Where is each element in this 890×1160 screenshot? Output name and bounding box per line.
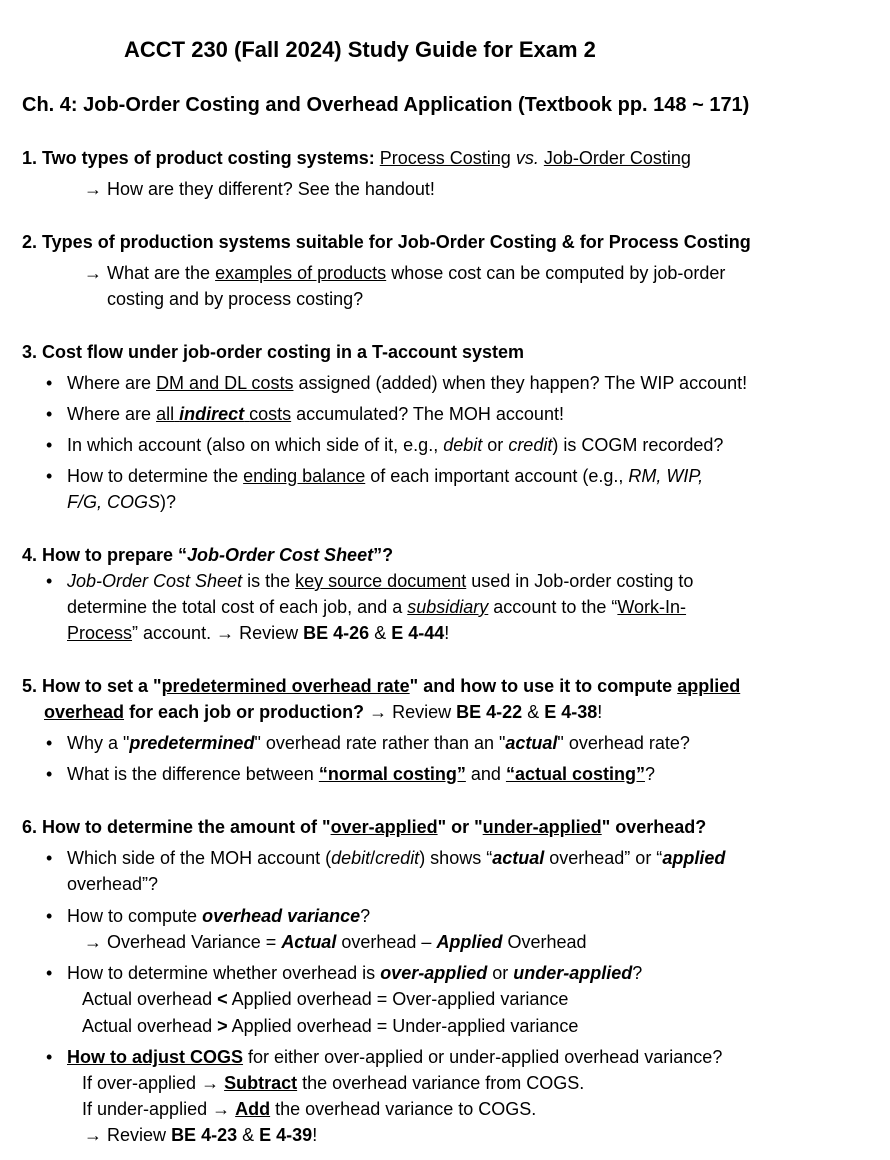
bullet-icon: •: [46, 404, 53, 424]
condition-under-applied: Actual overhead > Applied overhead = Under-applied variance: [82, 1016, 579, 1036]
section-4-line-1: Job-Order Cost Sheet is the key source document used in Job-order costing to: [67, 571, 694, 591]
arrow-icon: →: [84, 179, 102, 199]
chapter-heading: Ch. 4: Job-Order Costing and Overhead Application (Textbook pp. 148 ~ 171): [22, 94, 750, 116]
bullet-icon: •: [46, 466, 53, 486]
section-5-heading: 5. How to set a "predetermined overhead rate" and how to use it to compute applied: [22, 676, 741, 696]
bullet-icon: •: [46, 764, 53, 784]
section-2-line-2: costing and by process costing?: [107, 289, 364, 309]
section-5-bullet-2: What is the difference between “normal costing” and “actual costing”?: [67, 764, 655, 784]
arrow-icon: →: [216, 623, 235, 643]
section-3-bullet-2: Where are all indirect costs accumulated? The MOH account!: [67, 404, 564, 424]
page-title: ACCT 230 (Fall 2024) Study Guide for Exam 2: [124, 37, 596, 62]
arrow-icon: →: [84, 1125, 102, 1145]
section-4-heading: 4. How to prepare “Job-Order Cost Sheet”?: [22, 545, 394, 565]
section-3-heading: 3. Cost flow under job-order costing in a T-account system: [22, 342, 525, 362]
arrow-icon: →: [212, 1099, 231, 1119]
overhead-variance-formula: → Overhead Variance = Actual overhead – Applied Overhead: [84, 932, 587, 952]
bullet-icon: •: [46, 963, 53, 983]
section-4-line-2: determine the total cost of each job, and a subsidiary account to the “Work-In-: [67, 597, 687, 617]
bullet-icon: •: [46, 906, 53, 926]
section-6-bullet-1: Which side of the MOH account (debit/credit) shows “actual overhead” or “applied: [67, 848, 726, 868]
section-6-bullet-3: How to determine whether overhead is over-applied or under-applied?: [67, 963, 643, 983]
bullet-icon: •: [46, 435, 53, 455]
section-3-bullet-4: How to determine the ending balance of each important account (e.g., RM, WIP,: [67, 466, 704, 486]
bullet-icon: •: [46, 373, 53, 393]
section-5-heading-cont: overhead for each job or production? → Review BE 4-22 & E 4-38!: [44, 702, 603, 722]
rule-over-applied: If over-applied → Subtract the overhead variance from COGS.: [82, 1073, 585, 1093]
bullet-icon: •: [46, 571, 53, 591]
bullet-icon: •: [46, 1047, 53, 1067]
arrow-icon: →: [369, 702, 388, 722]
section-5-bullet-1: Why a "predetermined" overhead rate rather than an "actual" overhead rate?: [67, 733, 690, 753]
rule-under-applied: If under-applied → Add the overhead variance to COGS.: [82, 1099, 537, 1119]
arrow-icon: →: [84, 932, 102, 952]
bullet-icon: •: [46, 733, 53, 753]
arrow-icon: →: [201, 1073, 220, 1093]
bullet-icon: •: [46, 848, 53, 868]
section-4-line-3: Process” account. → Review BE 4-26 & E 4-44!: [67, 623, 450, 643]
section-6-review: → Review BE 4-23 & E 4-39!: [84, 1125, 318, 1145]
section-3-bullet-1: Where are DM and DL costs assigned (added) when they happen? The WIP account!: [67, 373, 748, 393]
section-6-heading: 6. How to determine the amount of "over-applied" or "under-applied" overhead?: [22, 817, 707, 837]
section-6-bullet-2: How to compute overhead variance?: [67, 906, 371, 926]
section-6-bullet-4: How to adjust COGS for either over-applied or under-applied overhead variance?: [67, 1047, 723, 1067]
section-3-bullet-4-cont: F/G, COGS)?: [67, 492, 177, 512]
condition-over-applied: Actual overhead < Applied overhead = Over-applied variance: [82, 989, 569, 1009]
section-2-heading: 2. Types of production systems suitable for Job-Order Costing & for Process Costing: [22, 232, 751, 252]
section-1-note: → How are they different? See the handout!: [84, 179, 435, 199]
section-3-bullet-3: In which account (also on which side of it, e.g., debit or credit) is COGM recorded?: [67, 435, 724, 455]
arrow-icon: →: [84, 263, 102, 283]
section-6-bullet-1-cont: overhead”?: [67, 874, 159, 894]
section-2-line-1: → What are the examples of products whose cost can be computed by job-order: [84, 263, 726, 283]
section-1-heading: 1. Two types of product costing systems: Process Costing vs. Job-Order Costing: [22, 148, 691, 168]
